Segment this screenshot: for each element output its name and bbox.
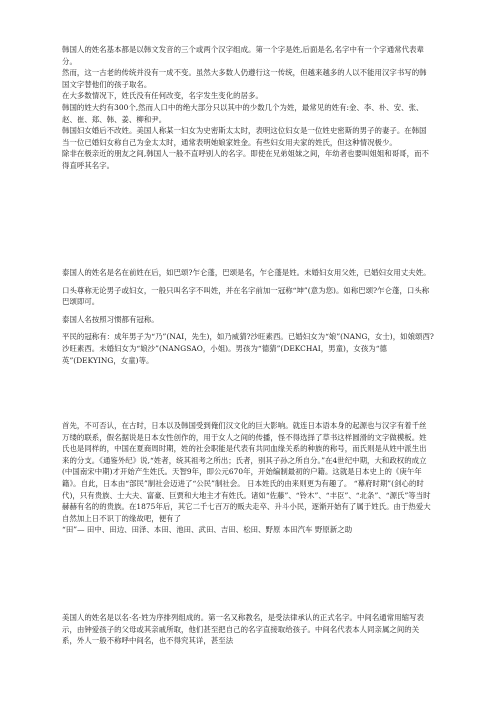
paragraph: 除非在极亲近的朋友之间,韩国人一般不直呼别人的名字。即使在兄弟姐妹之间，年幼者也要叫姐姐和哥哥，而不得直呼其名字。 bbox=[62, 149, 429, 170]
paragraph: 泰国人名按照习惯都有冠称。 bbox=[62, 314, 159, 324]
korean-names-section bbox=[62, 44, 434, 172]
american-names-section bbox=[62, 612, 434, 647]
paragraph: 韩国的姓大约有300个,然而人口中的绝大部分只以其中的少数几个为姓，最常见的姓有:金、李、朴、安、张、赵、崔、郑、韩、姜、柳和尹。 bbox=[62, 102, 424, 124]
paragraph: 然而，这一古老的传统并没有一成不变。虽然大多数人仍遵行这一传统，但越来越多的人以不能用汉字书写的韩国文字替他们的孩子取名。 bbox=[62, 68, 427, 89]
paragraph: 口头尊称无论男子或妇女，一般只叫名字不叫姓，并在名字前加一冠称“坤”(意为您)。如称巴颂?乍仑蓬，口头称巴颂即可。 bbox=[62, 285, 430, 307]
paragraph: “田”— 田中、田边、田泽、本田、池田、武田、吉田、松田、野原 本田汽车 野原新之助 bbox=[62, 525, 353, 535]
paragraph: 韩国妇女婚后不改姓。美国人称某一妇女为史密斯太太时，表明这位妇女是一位姓史密斯的男子的妻子。在韩国当一位已婚妇女称自己为金太太时，通常表明她娘家姓金。有些妇女用夫家的姓氏，但这种情况极少。 bbox=[62, 126, 427, 147]
paragraph: 首先，不可否认，在古时，日本以及韩国受到俺们汉文化的巨大影响。就连日本语本身的起源也与汉字有着千丝万缕的联系，假名据说是日本女性创作的，用于女人之间的传播，怪不得选择了草书这样圆滑的文字做模板。姓氏也是同样的，中国在夏商周时期，姓的社会职能是代表有共同血缘关系的种族的称号，而氏则是从姓中派生出来的分支。《通鉴外纪》说,“姓者，统其祖考之所出；氏者，别其子孙之所自分。”在4世纪中期，大和政权的成立(中国南宋中期)才开始产生姓氏。天智9年，即公元670年，开始编制最初的户籍。这就是日本史上的《庚午年籍》。自此，日本由“部民”制社会迈进了“公民”制社会。 日本姓氏的由来则更为有趣了。 “幕府时期”(剑心的时代)，只有贵族、士大夫、富豪、巨贾和大地主才有姓氏。诸如“佐藤”、“铃木”、“丰臣”、“北条”、“源氏”等当时赫赫有名的的贵族。在1875年后，其它二千七百万的贩夫走卒、升斗小民，逐渐开始有了属于姓氏。由于热爱大自然加上日不识丁的缘故吧，便有了 bbox=[62, 421, 431, 523]
paragraph: 韩国人的姓名基本都是以韩文发音的三个或两个汉字组成。第一个字是姓,后面是名,名字中有一个字通常代表辈分。 bbox=[62, 45, 424, 66]
paragraph: 泰国人的姓名是名在前姓在后，如巴颂?乍仑蓬，巴颂是名，乍仑蓬是姓。未婚妇女用父姓，已婚妇女用丈夫姓。 bbox=[62, 268, 431, 277]
paragraph: 平民的冠称有：成年男子为“乃”(NAI，先生)，如乃威猜?沙旺素西。已婚妇女为“娘”(NANG，女士)，如娘颂西?沙旺素西。未婚妇女为“娘沙”(NANGSAO，小姐)。男孩为“德猜”(DEKCHAI，男童)，女孩为“德英”(DEKYING，女童)等。 bbox=[62, 332, 434, 365]
thai-names-section bbox=[62, 267, 434, 366]
paragraph: 在大多数情况下，姓氏没有任何改变，名字发生变化的居多。 bbox=[62, 91, 263, 101]
japanese-names-section bbox=[62, 420, 434, 536]
paragraph: 美国人的姓名是以名·名·姓为序排列组成的。第一名又称教名，是受法律承认的正式名字。中间名通常用缩写表示，由钟爱孩子的父母或其亲戚所取，他们甚至把自己的名字直接取给孩子。中间名代表本人同亲属之间的关系，外人一般不称呼中间名，也不得究其详，甚至法 bbox=[62, 613, 424, 646]
